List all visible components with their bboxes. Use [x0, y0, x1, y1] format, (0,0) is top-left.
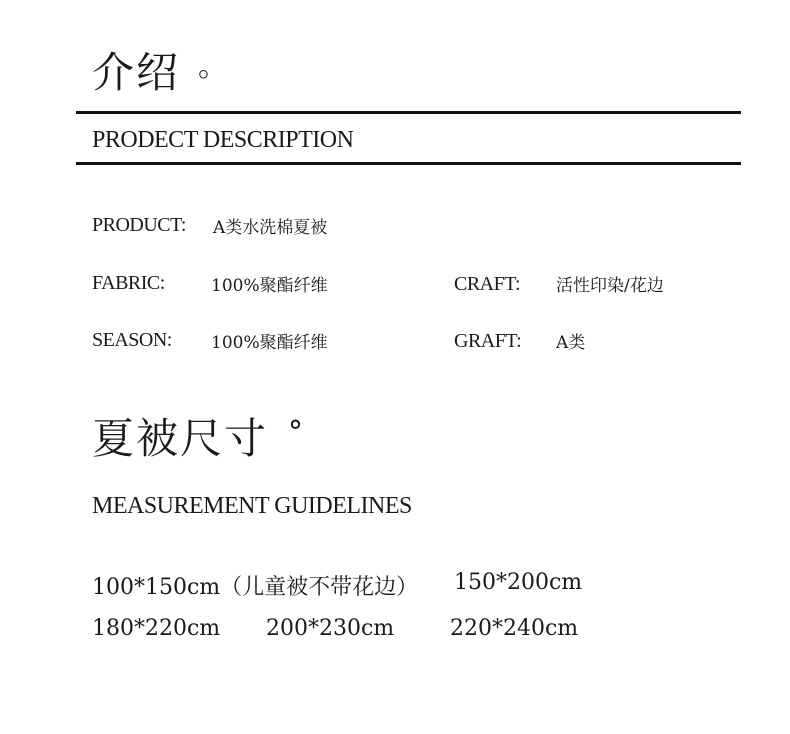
intro-title-text: 介绍: [92, 48, 181, 97]
intro-title: [92, 48, 231, 97]
sizes-title-mark: °: [288, 415, 306, 450]
intro-subtitle: PRODECT DESCRIPTION: [92, 127, 354, 153]
product-value: A类水洗棉夏被: [213, 218, 328, 238]
bottom-divider: [76, 162, 741, 165]
fabric-label: FABRIC:: [92, 272, 165, 294]
fabric-value: 100%聚酯纤维: [211, 276, 328, 296]
craft-label: CRAFT:: [454, 273, 521, 295]
craft-value: 活性印染/花边: [556, 276, 664, 296]
size-200x230: 200*230cm: [266, 616, 395, 641]
size-180x220: 180*220cm: [92, 616, 221, 641]
season-label: SEASON:: [92, 329, 172, 351]
top-divider: [76, 111, 741, 114]
sizes-title-text: 夏被尺寸: [92, 414, 269, 463]
season-value: 100%聚酯纤维: [211, 333, 328, 353]
graft-label: GRAFT:: [454, 330, 522, 352]
graft-value: A类: [556, 333, 586, 353]
product-label: PRODUCT:: [92, 214, 186, 236]
sizes-title: [92, 414, 306, 463]
size-child: 100*150cm（儿童被不带花边）: [92, 575, 419, 600]
size-220x240: 220*240cm: [450, 616, 579, 641]
size-150x200: 150*200cm: [454, 570, 583, 595]
sizes-subtitle: MEASUREMENT GUIDELINES: [92, 493, 412, 519]
intro-title-mark: 。: [198, 49, 231, 84]
